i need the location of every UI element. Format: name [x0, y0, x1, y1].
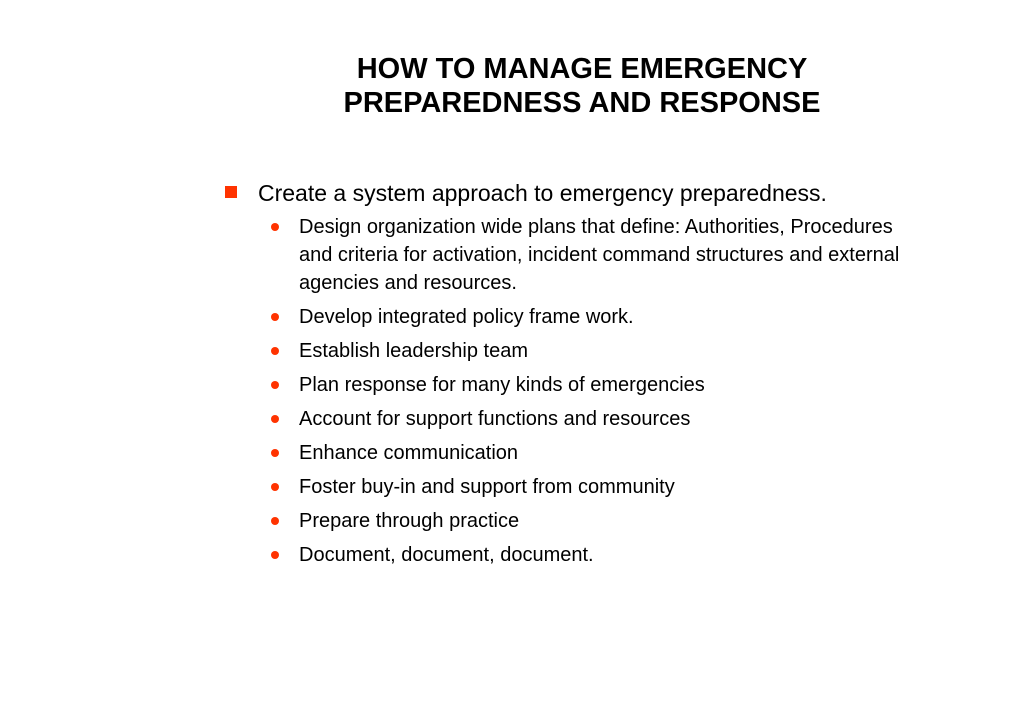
round-bullet-icon	[271, 313, 279, 321]
sub-bullet-text: Enhance communication	[299, 442, 519, 464]
sub-bullet-text: Develop integrated policy frame work.	[299, 306, 634, 328]
sub-bullet-item	[224, 213, 909, 297]
sub-bullet-text: Establish leadership team	[299, 340, 529, 362]
sub-bullet-item	[224, 405, 909, 433]
round-bullet-icon	[271, 415, 279, 423]
sub-bullet-text: Document, document, document.	[299, 544, 594, 566]
round-bullet-icon	[271, 381, 279, 389]
sub-bullet-item	[224, 507, 909, 535]
sub-bullet-item	[224, 439, 909, 467]
sub-bullet-item	[224, 337, 909, 365]
sub-bullet-item	[224, 473, 909, 501]
sub-bullet-text: Prepare through practice	[299, 510, 520, 532]
round-bullet-icon	[271, 517, 279, 525]
square-bullet-icon	[225, 186, 237, 198]
main-bullet-item	[224, 176, 944, 210]
slide-content	[224, 176, 944, 575]
sub-bullet-text: Account for support functions and resources	[299, 408, 691, 430]
sub-bullet-text: Plan response for many kinds of emergencies	[299, 374, 705, 396]
sub-bullet-text: Design organization wide plans that define: Authorities, Procedures and criteria for activation, incident command structures and external agencies and resources.	[299, 216, 900, 294]
sub-bullet-item	[224, 371, 909, 399]
round-bullet-icon	[271, 347, 279, 355]
sub-bullet-list	[224, 213, 944, 569]
round-bullet-icon	[271, 483, 279, 491]
round-bullet-icon	[271, 551, 279, 559]
sub-bullet-text: Foster buy-in and support from community	[299, 476, 675, 498]
slide-title-line-2: PREPAREDNESS AND RESPONSE	[343, 87, 821, 119]
round-bullet-icon	[271, 223, 279, 231]
sub-bullet-item	[224, 303, 909, 331]
slide-title	[282, 52, 882, 120]
round-bullet-icon	[271, 449, 279, 457]
sub-bullet-item	[224, 541, 909, 569]
main-bullet-text: Create a system approach to emergency preparedness.	[258, 180, 827, 206]
slide-title-line-1: HOW TO MANAGE EMERGENCY	[356, 53, 808, 85]
